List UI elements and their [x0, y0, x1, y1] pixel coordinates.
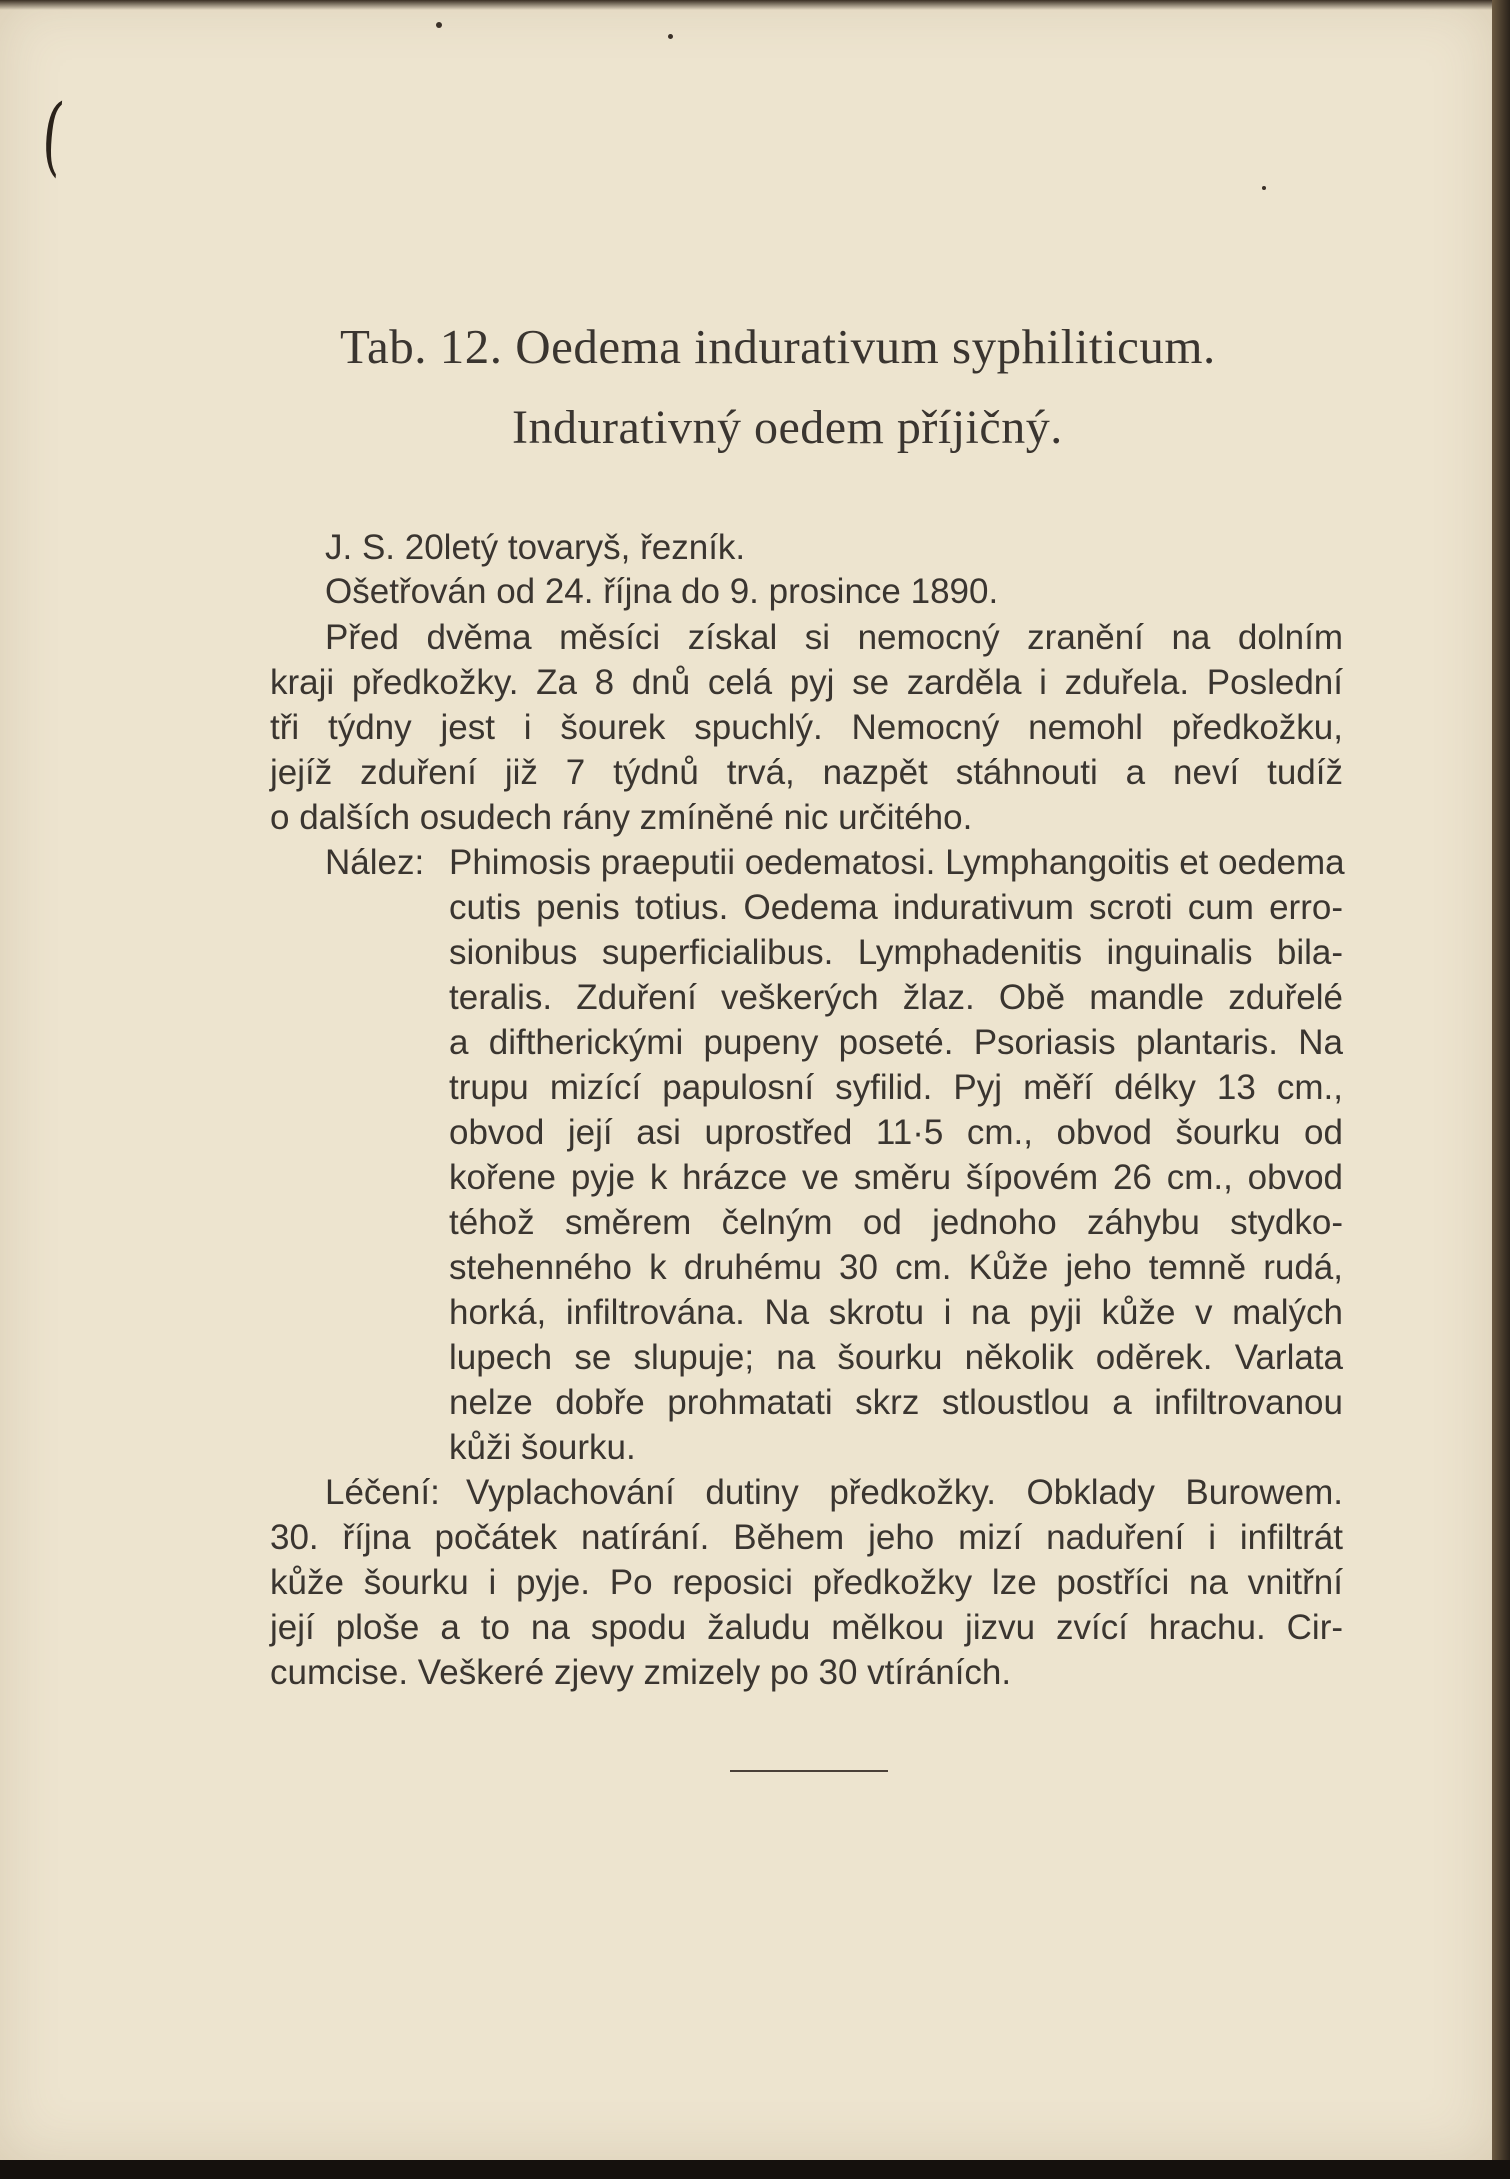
finding-line: kořene pyje k hrázce ve směru šípovém 26 cm., obvod [449, 1158, 1343, 1197]
finding-line: téhož směrem čelným od jednoho záhybu stydko- [449, 1203, 1343, 1242]
ink-speck [668, 34, 673, 39]
finding-line: lupech se slupuje; na šourku několik oděrek. Varlata [449, 1338, 1343, 1377]
ink-speck [436, 22, 442, 28]
history-line: jejíž zduření již 7 týdnů trvá, nazpět stáhnouti a neví tudíž [270, 753, 1343, 792]
page-edge-right [1492, 0, 1510, 2179]
finding-line: Phimosis praeputii oedematosi. Lymphangoitis et oedema [449, 843, 1345, 882]
finding-line: teralis. Zduření veškerých žlaz. Obě mandle zduřelé [449, 978, 1343, 1017]
treatment-line: cumcise. Veškeré zjevy zmizely po 30 vtíráních. [270, 1653, 1012, 1692]
margin-bracket-mark: ( [38, 83, 67, 187]
finding-line: cutis penis totius. Oedema indurativum scroti cum erro- [449, 888, 1343, 927]
page-top-shadow [0, 0, 1492, 10]
section-divider [730, 1770, 888, 1772]
patient-line: J. S. 20letý tovaryš, řezník. [325, 528, 746, 567]
finding-line: sionibus superficialibus. Lymphadenitis inguinalis bila- [449, 933, 1343, 972]
history-line: o dalších osudech rány zmíněné nic určitého. [270, 798, 973, 837]
treatment-line: 30. října počátek natírání. Během jeho mizí naduření i infiltrát [270, 1518, 1343, 1557]
ink-speck [1262, 186, 1266, 190]
finding-line: horká, infiltrována. Na skrotu i na pyji kůže v malých [449, 1293, 1343, 1332]
finding-line: stehenného k druhému 30 cm. Kůže jeho temně rudá, [449, 1248, 1343, 1287]
page-title: Tab. 12. Oedema indurativum syphiliticum. [340, 319, 1216, 374]
history-line: Před dvěma měsíci získal si nemocný zranění na dolním [325, 618, 1343, 657]
page-edge-bottom [0, 2160, 1510, 2179]
finding-line: a diftherickými pupeny poseté. Psoriasis plantaris. Na [449, 1023, 1343, 1062]
page-subtitle: Indurativný oedem příjičný. [512, 401, 1063, 454]
finding-line: nelze dobře prohmatati skrz stloustlou a infiltrovanou [449, 1383, 1343, 1422]
treatment-line: její ploše a to na spodu žaludu mělkou jizvu zvící hrachu. Cir- [270, 1608, 1343, 1647]
treatment-label: Léčení: [325, 1473, 440, 1512]
finding-label: Nález: [325, 843, 425, 882]
history-line: kraji předkožky. Za 8 dnů celá pyj se zarděla i zduřela. Poslední [270, 663, 1343, 702]
finding-line: kůži šourku. [449, 1428, 636, 1467]
finding-line: obvod její asi uprostřed 11·5 cm., obvod šourku od [449, 1113, 1343, 1152]
treatment-line: Vyplachování dutiny předkožky. Obklady Burowem. [466, 1473, 1343, 1512]
treatment-line: kůže šourku i pyje. Po reposici předkožky lze postříci na vnitřní [270, 1563, 1343, 1602]
history-line: tři týdny jest i šourek spuchlý. Nemocný nemohl předkožku, [270, 708, 1343, 747]
finding-line: trupu mizící papulosní syfilid. Pyj měří délky 13 cm., [449, 1068, 1343, 1107]
treatment-dates-line: Ošetřován od 24. října do 9. prosince 1890. [325, 572, 999, 611]
